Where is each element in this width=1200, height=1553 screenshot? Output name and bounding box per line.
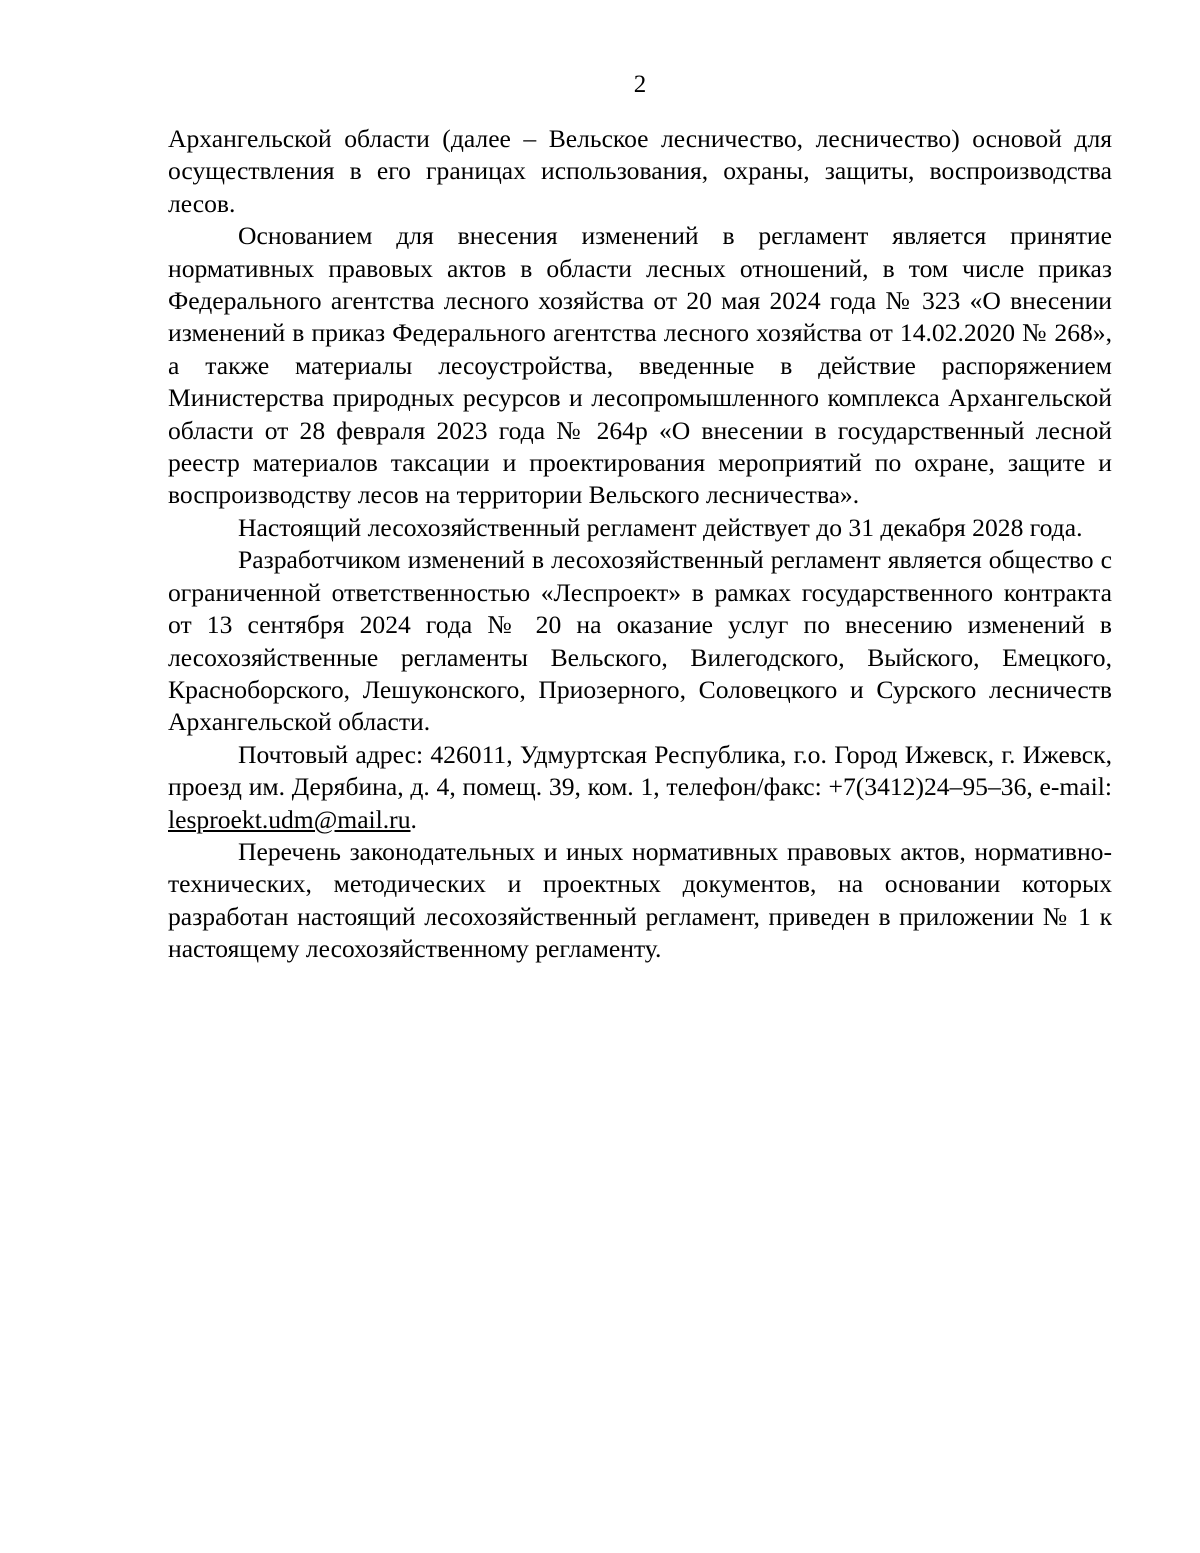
paragraph-postal-address xyxy=(168,739,1112,836)
document-body xyxy=(168,123,1112,966)
postal-address-suffix: . xyxy=(410,804,417,834)
paragraph-developer: Разработчиком изменений в лесохозяйственный регламент является общество с ограниченной ответственностью «Леспроект» в рамках государственного контракта от 13 сентября 2024 года № 20 на оказание услуг по внесению изменений в лесохозяйственные регламенты Вельского, Вилегодского, Выйского, Емецкого, Красноборского, Лешуконского, Приозерного, Соловецкого и Сурского лесничеств Архангельской области. xyxy=(168,545,1112,737)
paragraph-basis-for-changes: Основанием для внесения изменений в регламент является принятие нормативных правовых актов в области лесных отношений, в том числе приказ Федерального агентства лесного хозяйства от 20 мая 2024 года № 323 «О внесении изменений в приказ Федерального агентства лесного хозяйства от 14.02.2020 № 268», а также материалы лесоустройства, введенные в действие распоряжением Министерства природных ресурсов и лесопромышленного комплекса Архангельской области от 28 февраля 2023 года № 264р «О внесении в государственный лесной реестр материалов таксации и проектирования мероприятий по охране, защите и воспроизводству лесов на территории Вельского лесничества». xyxy=(168,221,1112,510)
page-number: 2 xyxy=(633,71,647,98)
email-link[interactable]: lesproekt.udm@mail.ru xyxy=(168,804,411,834)
paragraph-regulatory-list: Перечень законодательных и иных нормативных правовых актов, нормативно-технических, методических и проектных документов, на основании которых разработан настоящий лесохозяйственный регламент, приведен в приложении № 1 к настоящему лесохозяйственному регламенту. xyxy=(168,836,1112,964)
paragraph-continuation: Архангельской области (далее – Вельское лесничество, лесничество) основой для осуществления в его границах использования, охраны, защиты, воспроизводства лесов. xyxy=(168,124,1112,218)
paragraph-validity-period: Настоящий лесохозяйственный регламент действует до 31 декабря 2028 года. xyxy=(238,512,1083,542)
postal-address-text: Почтовый адрес: 426011, Удмуртская Республика, г.о. Город Ижевск, г. Ижевск, проезд им. Дерябина, д. 4, помещ. 39, ком. 1, телефон/факс: +7(3412)24–95–36, e-mail: xyxy=(168,739,1112,802)
